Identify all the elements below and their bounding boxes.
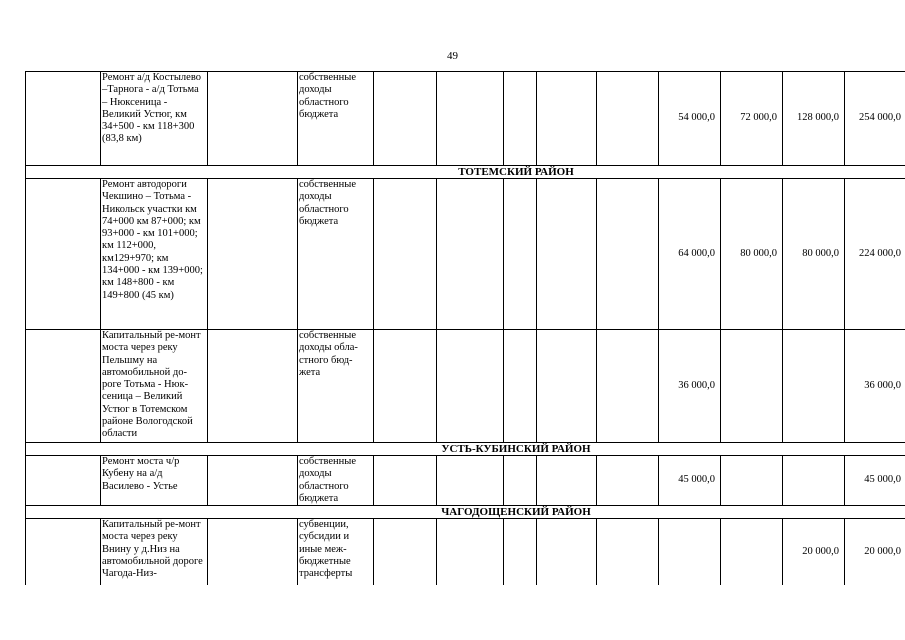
value-year-1: 64 000,0	[659, 179, 721, 330]
budget-table	[25, 71, 905, 585]
region-title-text: ЧАГОДОЩЕНСКИЙ РАЙОН	[441, 506, 591, 519]
empty-cell	[597, 72, 659, 166]
empty-cell	[374, 519, 437, 585]
table-row	[26, 72, 905, 166]
value-total: 20 000,0	[845, 519, 905, 585]
empty-cell	[374, 330, 437, 443]
item-name: Ремонт а/д Костылево –Тарнога - а/д Тотьма – Нюксеница - Великий Устюг, км 34+500 - км 118+300 (83,8 км)	[101, 72, 208, 166]
empty-cell	[537, 456, 597, 506]
region-title	[26, 443, 905, 456]
empty-cell	[537, 179, 597, 330]
empty-cell	[26, 519, 101, 585]
empty-cell	[437, 456, 504, 506]
empty-cell	[437, 72, 504, 166]
value-year-1	[659, 519, 721, 585]
table-row	[26, 519, 905, 585]
item-name: Ремонт автодороги Чекшино – Тотьма - Никольск участки км 74+000 км 87+000; км 93+000 - км 101+000; км 112+000, км129+970; км 134+000 - км 139+000; км 148+800 - км 149+800 (45 км)	[101, 179, 208, 330]
region-title-text: ТОТЕМСКИЙ РАЙОН	[458, 166, 574, 178]
value-year-1: 45 000,0	[659, 456, 721, 506]
value-total: 36 000,0	[845, 330, 905, 443]
empty-cell	[26, 330, 101, 443]
region-row	[26, 506, 905, 519]
empty-cell	[504, 456, 537, 506]
value-year-2: 72 000,0	[721, 72, 783, 166]
table-row	[26, 330, 905, 443]
value-year-3	[783, 330, 845, 443]
empty-cell	[504, 330, 537, 443]
empty-cell	[504, 179, 537, 330]
empty-cell	[504, 72, 537, 166]
value-year-2	[721, 519, 783, 585]
table-row	[26, 179, 905, 330]
empty-cell	[504, 519, 537, 585]
value-year-3: 80 000,0	[783, 179, 845, 330]
item-name: Капитальный ре-монт моста через реку Пельшму на автомобильной до-роге Тотьма - Нюк-сеница – Великий Устюг в Тотемском районе Вологодской области	[101, 330, 208, 443]
value-year-2	[721, 456, 783, 506]
empty-cell	[26, 72, 101, 166]
empty-cell	[374, 179, 437, 330]
empty-cell	[208, 456, 298, 506]
funding-source: собственные доходы обла-стного бюд-жета	[298, 330, 374, 443]
funding-source: собственные доходы областного бюджета	[298, 179, 374, 330]
empty-cell	[208, 179, 298, 330]
empty-cell	[26, 456, 101, 506]
value-year-2: 80 000,0	[721, 179, 783, 330]
page-number: 49	[447, 50, 458, 62]
value-year-1: 36 000,0	[659, 330, 721, 443]
empty-cell	[437, 519, 504, 585]
empty-cell	[597, 330, 659, 443]
empty-cell	[537, 519, 597, 585]
item-name: Ремонт моста ч/р Кубену на а/д Василево - Устье	[101, 456, 208, 506]
value-total: 224 000,0	[845, 179, 905, 330]
empty-cell	[26, 179, 101, 330]
empty-cell	[208, 72, 298, 166]
empty-cell	[374, 72, 437, 166]
item-name: Капитальный ре-монт моста через реку Внину у д.Низ на автомобильной дороге Чагода-Низ-	[101, 519, 208, 585]
empty-cell	[208, 330, 298, 443]
empty-cell	[374, 456, 437, 506]
value-year-3	[783, 456, 845, 506]
funding-source: собственные доходы областного бюджета	[298, 456, 374, 506]
empty-cell	[537, 330, 597, 443]
value-year-3: 20 000,0	[783, 519, 845, 585]
empty-cell	[597, 519, 659, 585]
table-body	[26, 72, 905, 585]
empty-cell	[597, 456, 659, 506]
region-title	[26, 506, 905, 519]
region-title-text: УСТЬ-КУБИНСКИЙ РАЙОН	[441, 443, 591, 455]
region-row	[26, 166, 905, 179]
funding-source: собственные доходы областного бюджета	[298, 72, 374, 166]
value-total: 254 000,0	[845, 72, 905, 166]
empty-cell	[437, 179, 504, 330]
empty-cell	[437, 330, 504, 443]
value-total: 45 000,0	[845, 456, 905, 506]
empty-cell	[597, 179, 659, 330]
value-year-3: 128 000,0	[783, 72, 845, 166]
empty-cell	[208, 519, 298, 585]
region-title	[26, 166, 905, 179]
table-row	[26, 456, 905, 506]
value-year-2	[721, 330, 783, 443]
region-row	[26, 443, 905, 456]
value-year-1: 54 000,0	[659, 72, 721, 166]
empty-cell	[537, 72, 597, 166]
funding-source: субвенции, субсидии и иные меж-бюджетные трансферты	[298, 519, 374, 585]
